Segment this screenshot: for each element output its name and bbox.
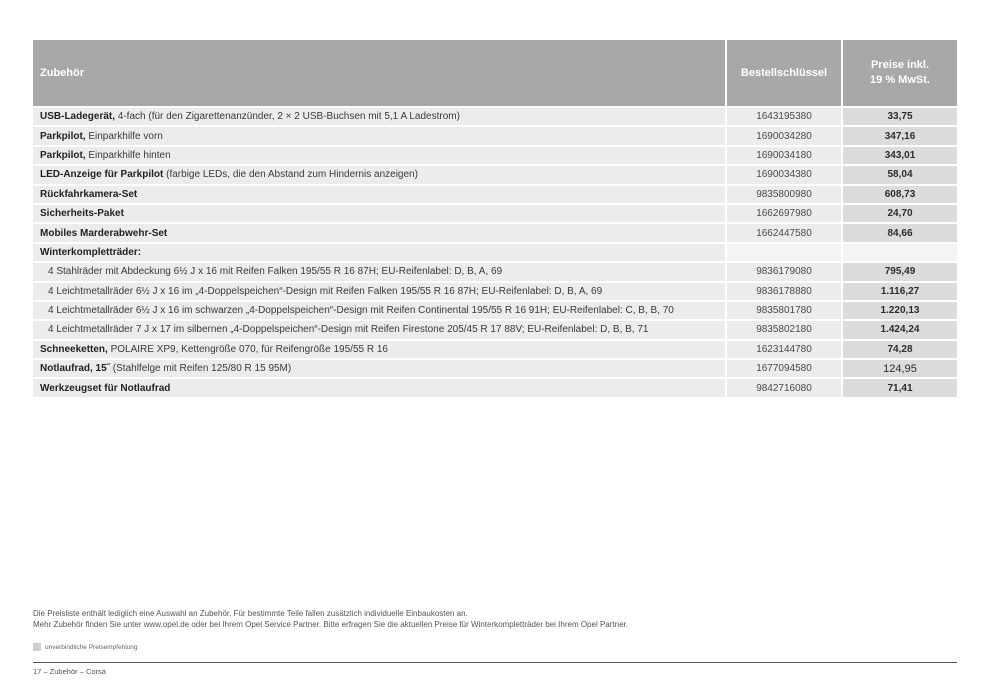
item-detail: Einparkhilfe vorn [85,130,163,142]
table-row [33,281,957,300]
item-detail: (Stahlfelge mit Reifen 125/80 R 15 95M) [110,363,292,375]
item-description [33,261,725,280]
price: 74,28 [841,339,957,358]
item-name: Winterkompletträder: [40,246,142,258]
price: 347,16 [841,125,957,144]
item-description [33,125,725,144]
item-name: Notlaufrad, 15˝ [40,363,111,375]
item-name: Rückfahrkamera-Set [40,188,138,200]
price: 1.220,13 [841,300,957,319]
table-row [33,164,957,183]
price-legend [33,643,138,651]
header-price-line1: Preise inkl. [870,59,930,71]
item-detail: Einparkhilfe hinten [85,149,171,161]
table-row [33,203,957,222]
order-code: 1690034180 [725,145,841,164]
item-description [33,203,725,222]
table-row [33,377,957,396]
table-row [33,222,957,241]
table-row [33,184,957,203]
table-row [33,125,957,144]
item-name: Schneeketten, [40,343,108,355]
item-name: Sicherheits-Paket [40,208,124,220]
item-description [33,106,725,125]
footnote-line-1: Die Preisliste enthält lediglich eine Auswahl an Zubehör. Für bestimmte Teile fallen zusätzlich individuelle Einbaukosten an. [33,609,468,618]
table-row [33,106,957,125]
item-name: LED-Anzeige für Parkpilot [40,169,164,181]
price [841,242,957,261]
price: 343,01 [841,145,957,164]
item-description [33,242,725,261]
item-name: Mobiles Marderabwehr-Set [40,227,168,239]
order-code: 9835800980 [725,184,841,203]
item-description [33,319,725,338]
item-description [33,358,725,377]
footer-divider [33,662,957,663]
header-price-line2: 19 % MwSt. [870,74,930,86]
header-price [841,40,957,106]
item-name: USB-Ladegerät, [40,111,116,123]
price: 124,95 [841,358,957,377]
order-code [725,242,841,261]
order-code: 1662447580 [725,222,841,241]
item-detail: (farbige LEDs, die den Abstand zum Hindernis anzeigen) [163,169,418,181]
table-row [33,145,957,164]
page-footer: 17 – Zubehör – Corsa [33,667,106,676]
item-detail: 4 Leichtmetallräder 6½ J x 16 im schwarzen „4-Doppelspeichen“-Design mit Reifen Continental 195/55 R 16 91H; EU-Reifenlabel: C, B, B, 70 [48,305,674,317]
table-row [33,319,957,338]
header-order-code: Bestellschlüssel [725,40,841,106]
price: 33,75 [841,106,957,125]
table-row [33,339,957,358]
table-row [33,358,957,377]
price: 24,70 [841,203,957,222]
order-code: 1623144780 [725,339,841,358]
footnote-line-2: Mehr Zubehör finden Sie unter www.opel.de oder bei Ihrem Opel Service Partner. Bitte erfragen Sie die aktuellen Preise für Winterkompletträder bei Ihrem Opel Partner. [33,620,628,629]
item-detail: 4 Stahlräder mit Abdeckung 6½ J x 16 mit Reifen Falken 195/55 R 16 87H; EU-Reifenlabel: D, B, A, 69 [48,266,503,278]
item-description [33,300,725,319]
order-code: 9836179080 [725,261,841,280]
price: 1.116,27 [841,281,957,300]
item-description [33,164,725,183]
item-detail: 4 Leichtmetallräder 6½ J x 16 im „4-Doppelspeichen“-Design mit Reifen Falken 195/55 R 16 87H; EU-Reifenlabel: D, B, A, 69 [48,285,603,297]
order-code: 1643195380 [725,106,841,125]
price: 58,04 [841,164,957,183]
item-detail: 4 Leichtmetallräder 7 J x 17 im silbernen „4-Doppelspeichen“-Design mit Reifen Firestone 205/45 R 17 88V; EU-Reifenlabel: D, B, B, 71 [48,324,649,336]
table-row [33,300,957,319]
item-description [33,281,725,300]
item-detail: 4-fach (für den Zigarettenanzünder, 2 × 2 USB-Buchsen mit 5,1 A Ladestrom) [115,111,460,123]
price: 71,41 [841,377,957,396]
order-code: 1662697980 [725,203,841,222]
item-description [33,222,725,241]
item-description [33,145,725,164]
table-header [33,40,957,106]
price: 795,49 [841,261,957,280]
table-row [33,242,957,261]
order-code: 1677094580 [725,358,841,377]
header-accessory: Zubehör [33,40,725,106]
item-name: Parkpilot, [40,130,86,142]
table-row [33,261,957,280]
order-code: 1690034280 [725,125,841,144]
table-body [33,106,957,397]
item-description [33,184,725,203]
legend-label: unverbindliche Preisempfehlung [45,643,138,651]
item-name: Parkpilot, [40,149,86,161]
item-description [33,339,725,358]
accessory-price-table [33,40,957,397]
item-description [33,377,725,396]
order-code: 1690034380 [725,164,841,183]
accessory-price-table-container [33,40,957,397]
footnotes [33,608,628,630]
item-name: Werkzeugset für Notlaufrad [40,382,171,394]
legend-swatch [33,643,41,651]
order-code: 9835801780 [725,300,841,319]
price: 608,73 [841,184,957,203]
price: 84,66 [841,222,957,241]
order-code: 9842716080 [725,377,841,396]
price: 1.424,24 [841,319,957,338]
order-code: 9836178880 [725,281,841,300]
item-detail: POLAIRE XP9, Kettengröße 070, für Reifengröße 195/55 R 16 [107,343,388,355]
order-code: 9835802180 [725,319,841,338]
